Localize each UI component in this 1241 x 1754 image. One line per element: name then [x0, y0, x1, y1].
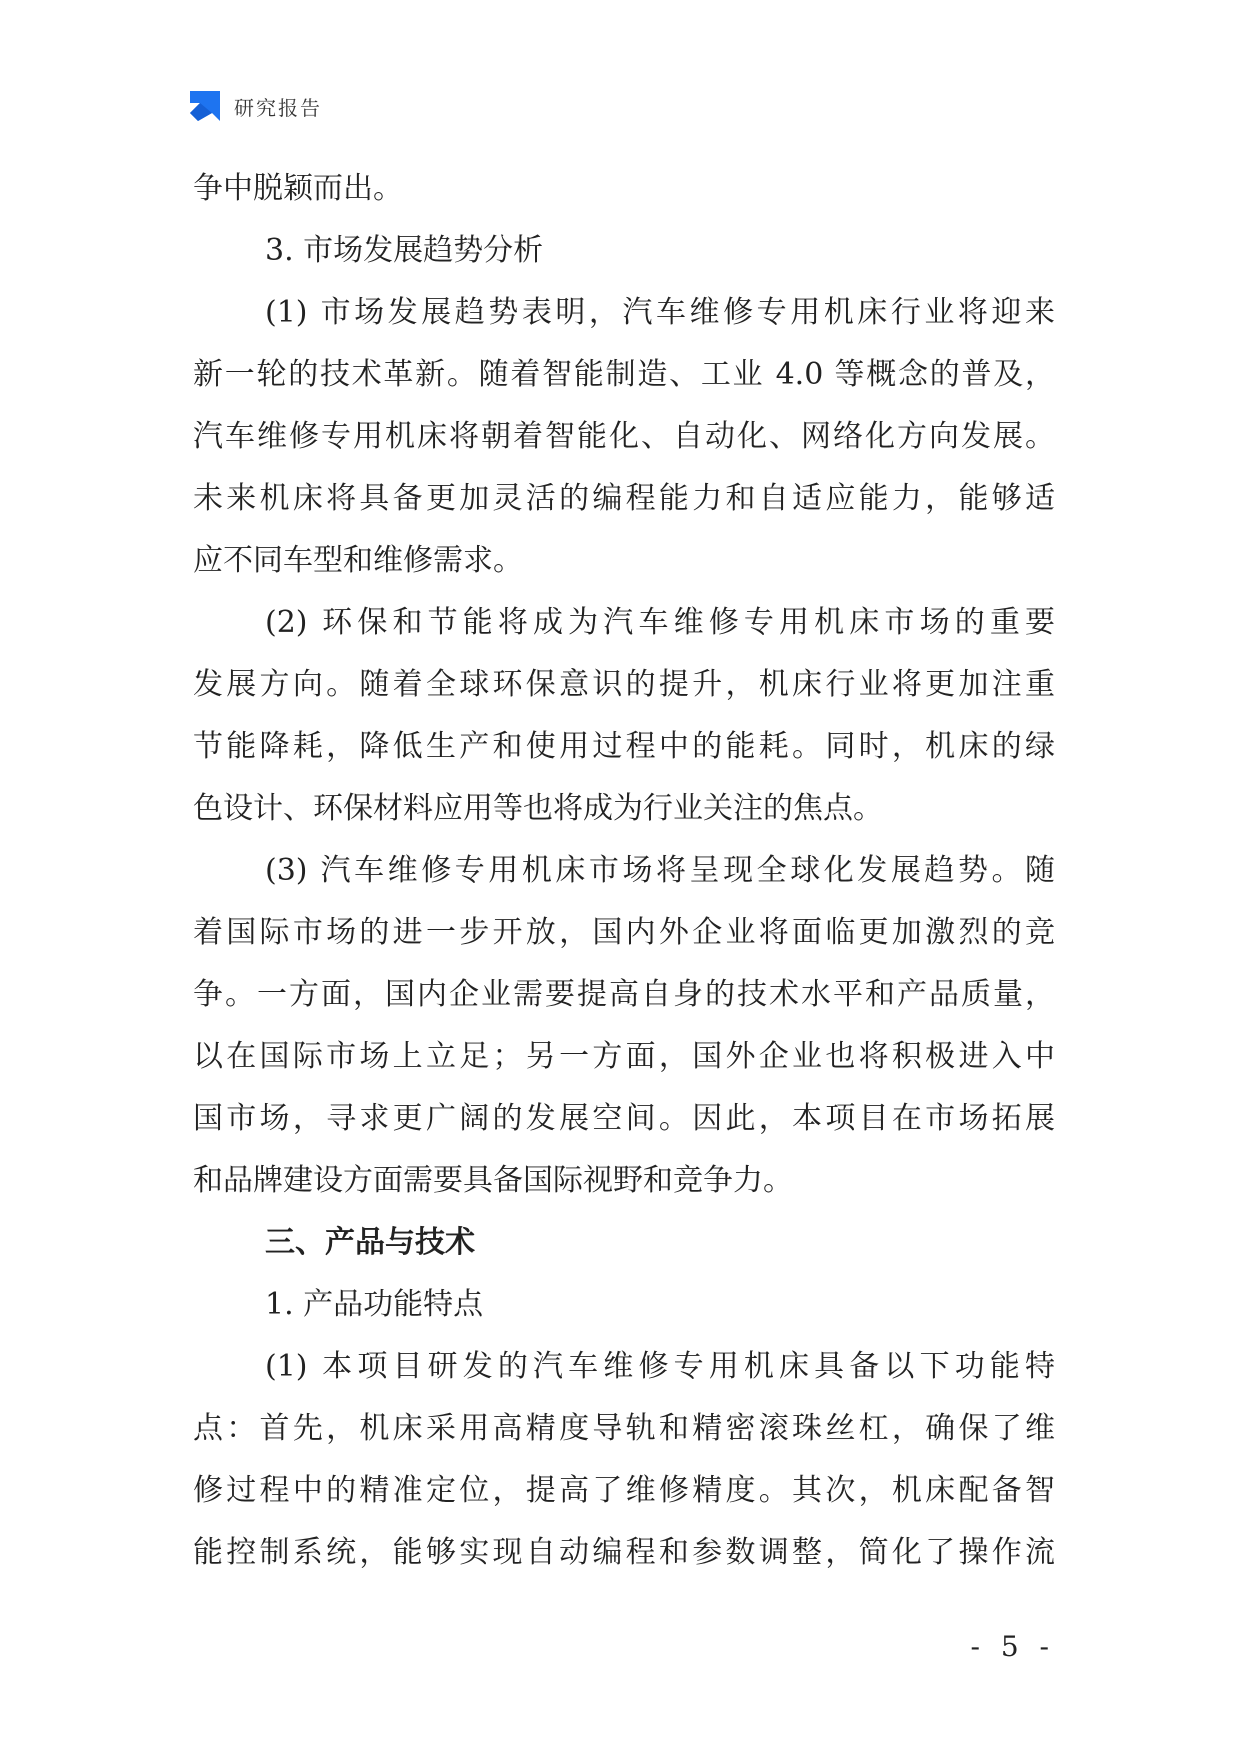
text-line: 应不同车型和维修需求。 — [193, 543, 523, 578]
text-line: 点：首先，机床采用高精度导轨和精密滚珠丝杠，确保了维 — [193, 1411, 1055, 1446]
page-number: - 5 - — [970, 1630, 1055, 1663]
text-line: 着国际市场的进一步开放，国内外企业将面临更加激烈的竞 — [193, 915, 1055, 950]
text-line: (1) 本项目研发的汽车维修专用机床具备以下功能特 — [265, 1349, 1055, 1384]
text-line: 和品牌建设方面需要具备国际视野和竞争力。 — [193, 1163, 793, 1198]
text-line: (2) 环保和节能将成为汽车维修专用机床市场的重要 — [265, 605, 1055, 640]
text-line: (1) 市场发展趋势表明，汽车维修专用机床行业将迎来 — [265, 295, 1055, 330]
text-line: 争。一方面，国内企业需要提高自身的技术水平和产品质量， — [193, 977, 1055, 1012]
section-heading: 三、产品与技术 — [265, 1225, 475, 1260]
section-subheading: 1. 产品功能特点 — [265, 1287, 484, 1322]
text-line: 以在国际市场上立足；另一方面，国外企业也将积极进入中 — [193, 1039, 1055, 1074]
text-line: 未来机床将具备更加灵活的编程能力和自适应能力，能够适 — [193, 481, 1055, 516]
text-line: 争中脱颖而出。 — [193, 171, 403, 206]
text-line: (3) 汽车维修专用机床市场将呈现全球化发展趋势。随 — [265, 853, 1055, 888]
header-title: 研究报告 — [234, 95, 322, 120]
text-line: 能控制系统，能够实现自动编程和参数调整，简化了操作流 — [193, 1535, 1055, 1570]
text-line: 新一轮的技术革新。随着智能制造、工业 4.0 等概念的普及， — [193, 357, 1055, 392]
text-line: 修过程中的精准定位，提高了维修精度。其次，机床配备智 — [193, 1473, 1055, 1508]
text-line: 色设计、环保材料应用等也将成为行业关注的焦点。 — [193, 791, 883, 826]
text-line: 发展方向。随着全球环保意识的提升，机床行业将更加注重 — [193, 667, 1055, 702]
arrow-up-right-icon — [188, 89, 222, 123]
section-subheading: 3. 市场发展趋势分析 — [265, 233, 544, 268]
text-line: 节能降耗，降低生产和使用过程中的能耗。同时，机床的绿 — [193, 729, 1055, 764]
text-line: 汽车维修专用机床将朝着智能化、自动化、网络化方向发展。 — [193, 419, 1055, 454]
document-body — [193, 158, 1055, 1584]
text-line: 国市场，寻求更广阔的发展空间。因此，本项目在市场拓展 — [193, 1101, 1055, 1136]
page-header — [188, 89, 322, 123]
